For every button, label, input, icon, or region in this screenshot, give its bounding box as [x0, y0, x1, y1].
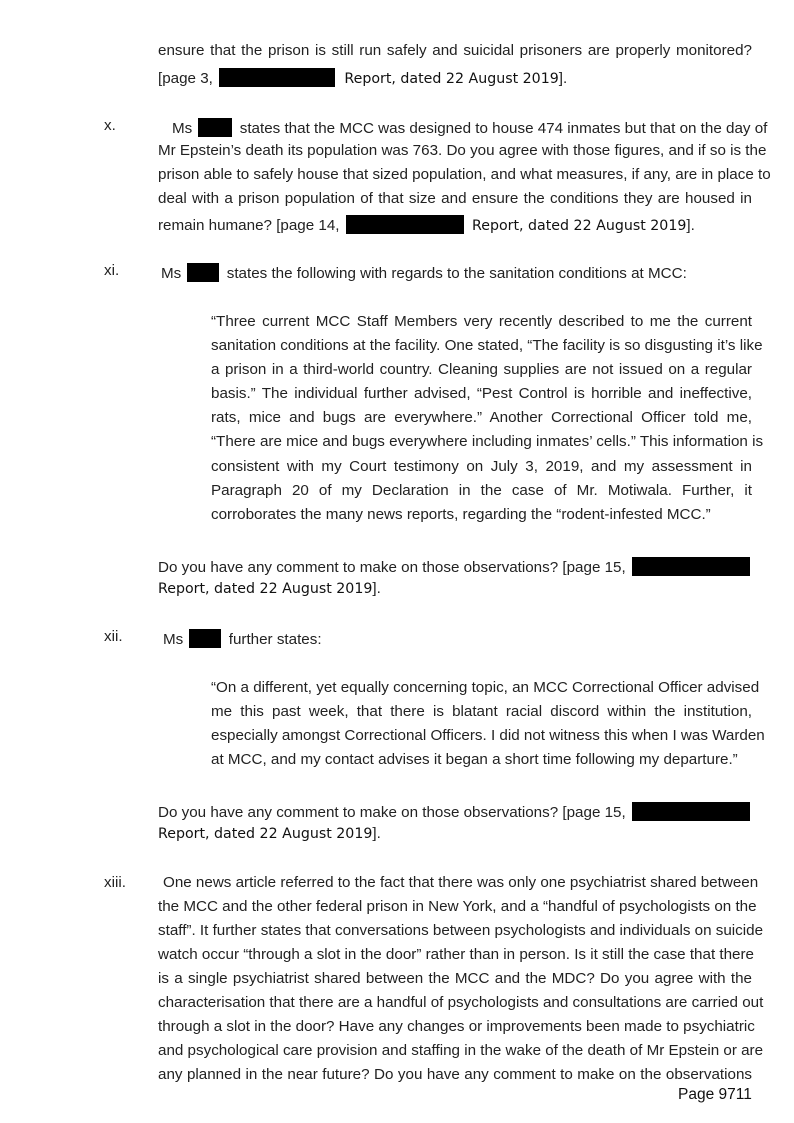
paragraph-line: prison able to safely house that sized population, and what measures, if any, are in place to: [158, 166, 771, 183]
report-reference: Report, dated 22 August 2019: [158, 581, 373, 597]
report-reference: Report, dated 22 August 2019: [344, 71, 559, 87]
item-number: xiii.: [104, 874, 126, 891]
paragraph-line: through a slot in the door? Have any changes or improvements been made to psychiatric: [158, 1018, 755, 1035]
page-number: Page 9711: [678, 1086, 752, 1103]
paragraph-line: watch occur “through a slot in the door” rather than in person. Is it still the case that there: [158, 946, 754, 963]
paragraph-line: characterisation that there are a handful of psychologists and consultations are carried out: [158, 994, 764, 1011]
quote-line: especially amongst Correctional Officers. I did not witness this when I was Warden: [211, 727, 765, 744]
quote-line: Paragraph 20 of my Declaration in the case of Mr. Motiwala. Further, it: [211, 482, 752, 499]
quote-line: rats, mice and bugs are everywhere.” Another Correctional Officer told me,: [211, 409, 752, 426]
item-number: x.: [104, 117, 116, 134]
redaction-box: [198, 118, 232, 137]
text: Ms: [172, 120, 193, 137]
redaction-box: [346, 215, 464, 234]
report-reference: Report, dated 22 August 2019: [158, 826, 373, 842]
paragraph-line: deal with a prison population of that size and ensure the conditions they are housed in: [158, 190, 752, 207]
quote-line: “There are mice and bugs everywhere including inmates’ cells.” This information is: [211, 433, 764, 450]
text: ].: [686, 217, 695, 234]
quote-line: “On a different, yet equally concerning topic, an MCC Correctional Officer advised: [211, 679, 760, 696]
text: [page 3,: [158, 70, 213, 87]
item-number: xii.: [104, 628, 123, 645]
redaction-box: [219, 68, 335, 87]
text: Do you have any comment to make on those observations? [page 15,: [158, 804, 626, 821]
paragraph-line: and psychological care provision and staffing in the wake of the death of Mr Epstein or are: [158, 1042, 764, 1059]
redaction-box: [189, 629, 221, 648]
text: ].: [372, 580, 381, 597]
quote-line: me this past week, that there is blatant racial discord within the institution,: [211, 703, 752, 720]
redaction-box: [632, 802, 750, 821]
text: ].: [558, 70, 568, 87]
text: states the following with regards to the sanitation conditions at MCC:: [226, 265, 687, 282]
paragraph-line: staff”. It further states that conversations between psychologists and individuals on suicide: [158, 922, 764, 939]
text: Do you have any comment to make on those observations? [page 15,: [158, 559, 626, 576]
paragraph-line: [158, 557, 750, 576]
redaction-box: [187, 263, 219, 282]
quote-line: sanitation conditions at the facility. One stated, “The facility is so disgusting it’s like: [211, 337, 763, 354]
redaction-box: [632, 557, 750, 576]
paragraph-line: the MCC and the other federal prison in New York, and a “handful of psychologists on the: [158, 898, 757, 915]
quote-line: “Three current MCC Staff Members very recently described to me the current: [211, 313, 752, 330]
item-number: xi.: [104, 262, 120, 279]
quote-line: corroborates the many news reports, regarding the “rodent-infested MCC.”: [211, 506, 711, 523]
text: ].: [372, 825, 381, 842]
report-reference: Report, dated 22 August 2019: [472, 218, 687, 234]
quote-line: basis.” The individual further advised, “Pest Control is horrible and ineffective,: [211, 385, 752, 402]
paragraph-line: is a single psychiatrist shared between the MCC and the MDC? Do you agree with the: [158, 970, 752, 987]
paragraph-line: [158, 826, 381, 841]
text: states that the MCC was designed to house 474 inmates but that on the day of: [239, 120, 768, 137]
text: Ms: [161, 265, 182, 282]
paragraph-line: [158, 68, 567, 87]
paragraph-line: ensure that the prison is still run safely and suicidal prisoners are properly monitored?: [158, 42, 752, 59]
paragraph-line: [158, 215, 695, 234]
quote-line: a prison in a third-world country. Cleaning supplies are not issued on a regular: [211, 361, 752, 378]
paragraph-line: One news article referred to the fact that there was only one psychiatrist shared between: [163, 874, 759, 891]
paragraph-line: any planned in the near future? Do you have any comment to make on the observations: [158, 1066, 752, 1083]
text: Ms: [163, 631, 184, 648]
quote-line: at MCC, and my contact advises it began a short time following my departure.”: [211, 751, 738, 768]
paragraph-line: [158, 802, 750, 821]
paragraph-line: [161, 263, 687, 282]
quote-line: consistent with my Court testimony on July 3, 2019, and my assessment in: [211, 458, 752, 475]
paragraph-line: [163, 629, 322, 648]
paragraph-line: [158, 581, 381, 596]
paragraph-line: [172, 118, 767, 137]
text: remain humane? [page 14,: [158, 217, 340, 234]
paragraph-line: Mr Epstein’s death its population was 763. Do you agree with those figures, and if so is the: [158, 142, 767, 159]
text: further states:: [228, 631, 322, 648]
